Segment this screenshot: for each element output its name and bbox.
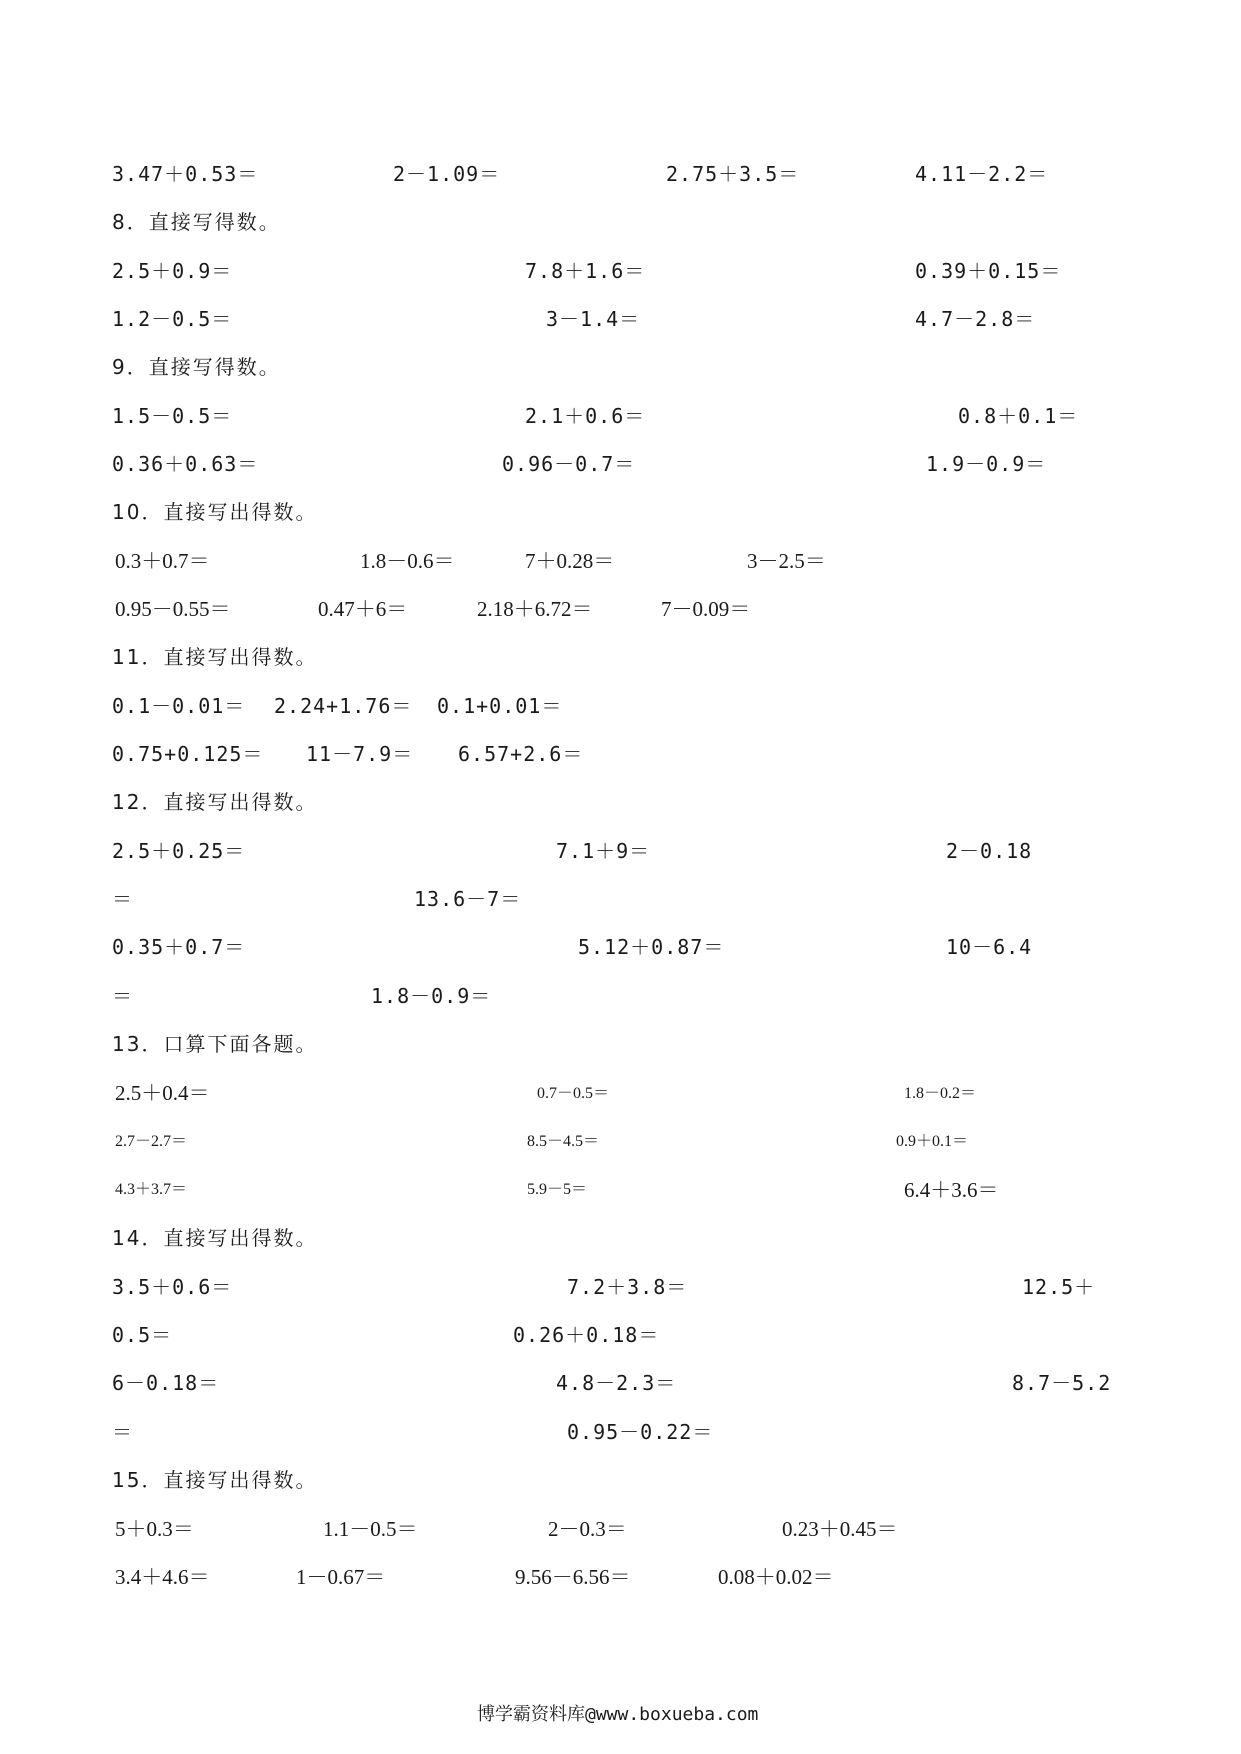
expression: 5＋0.3＝ (115, 1517, 194, 1541)
expression: 4.11－2.2＝ (915, 162, 1049, 186)
expression: 0.96－0.7＝ (502, 452, 636, 476)
expression: 2－0.3＝ (548, 1517, 627, 1541)
expression: 1.1－0.5＝ (323, 1517, 418, 1541)
footer-watermark: 博学霸资料库@www.boxueba.com (477, 1704, 759, 1725)
expression: 3－2.5＝ (747, 549, 826, 573)
question-heading: 15．直接写出得数。 (112, 1468, 318, 1492)
expression: 13.6－7＝ (414, 887, 522, 911)
expression: 1.5－0.5＝ (112, 404, 233, 428)
expression: ＝ (112, 984, 133, 1008)
expression: 0.3＋0.7＝ (115, 549, 210, 573)
expression: 3－1.4＝ (546, 307, 641, 331)
expression: 0.5＝ (112, 1323, 173, 1347)
expression: ＝ (112, 887, 133, 911)
expression: 12.5＋ (1022, 1275, 1096, 1299)
question-heading: 11．直接写出得数。 (112, 645, 318, 669)
expression: 0.1+0.01＝ (437, 694, 563, 718)
question-heading: 13．口算下面各题。 (112, 1032, 318, 1056)
expression: 2.5＋0.4＝ (115, 1081, 210, 1105)
expression: 0.47＋6＝ (318, 597, 408, 621)
expression: 0.36＋0.63＝ (112, 452, 259, 476)
expression: 2.5＋0.25＝ (112, 839, 246, 863)
expression: 1－0.67＝ (296, 1565, 386, 1589)
expression: 7.2＋3.8＝ (567, 1275, 688, 1299)
question-heading: 10．直接写出得数。 (112, 500, 318, 524)
expression: 2.24+1.76＝ (274, 694, 413, 718)
expression: 0.08＋0.02＝ (718, 1565, 834, 1589)
expression: 7＋0.28＝ (525, 549, 615, 573)
expression: 0.75+0.125＝ (112, 742, 264, 766)
expression: 1.8－0.6＝ (360, 549, 455, 573)
expression: 2.7－2.7＝ (115, 1133, 188, 1150)
question-heading: 14．直接写出得数。 (112, 1226, 318, 1250)
expression: 0.7－0.5＝ (537, 1085, 610, 1102)
expression: 9.56－6.56＝ (515, 1565, 631, 1589)
expression: 2－1.09＝ (393, 162, 501, 186)
expression: 5.9－5＝ (527, 1181, 588, 1198)
expression: 6.4＋3.6＝ (904, 1178, 999, 1202)
expression: 0.95－0.22＝ (567, 1420, 714, 1444)
expression: 0.23＋0.45＝ (782, 1517, 898, 1541)
expression: 2.18＋6.72＝ (477, 597, 593, 621)
expression: 10－6.4 (946, 935, 1033, 959)
expression: 0.1－0.01＝ (112, 694, 246, 718)
expression: 1.8－0.9＝ (371, 984, 492, 1008)
expression: 7－0.09＝ (661, 597, 751, 621)
expression: 4.3＋3.7＝ (115, 1181, 188, 1198)
expression: 7.8＋1.6＝ (525, 259, 646, 283)
expression: 0.8＋0.1＝ (958, 404, 1079, 428)
expression: 1.2－0.5＝ (112, 307, 233, 331)
question-heading: 8．直接写得数。 (112, 210, 281, 234)
question-heading: 9．直接写得数。 (112, 355, 281, 379)
expression: 2.5＋0.9＝ (112, 259, 233, 283)
expression: 3.4＋4.6＝ (115, 1565, 210, 1589)
expression: 0.26＋0.18＝ (513, 1323, 660, 1347)
expression: 4.8－2.3＝ (556, 1371, 677, 1395)
expression: 3.5＋0.6＝ (112, 1275, 233, 1299)
expression: 1.8－0.2＝ (904, 1085, 977, 1102)
expression: 8.7－5.2 (1012, 1371, 1112, 1395)
expression: 11－7.9＝ (306, 742, 414, 766)
expression: 7.1＋9＝ (556, 839, 651, 863)
expression: 0.35＋0.7＝ (112, 935, 246, 959)
expression: ＝ (112, 1420, 133, 1444)
expression: 0.95－0.55＝ (115, 597, 231, 621)
question-heading: 12．直接写出得数。 (112, 790, 318, 814)
expression: 0.39＋0.15＝ (915, 259, 1062, 283)
expression: 6.57+2.6＝ (458, 742, 584, 766)
expression: 1.9－0.9＝ (926, 452, 1047, 476)
expression: 2－0.18 (946, 839, 1033, 863)
expression: 0.9＋0.1＝ (896, 1133, 969, 1150)
expression: 2.75＋3.5＝ (666, 162, 800, 186)
expression: 3.47＋0.53＝ (112, 162, 259, 186)
expression: 8.5－4.5＝ (527, 1133, 600, 1150)
expression: 4.7－2.8＝ (915, 307, 1036, 331)
expression: 6－0.18＝ (112, 1371, 220, 1395)
expression: 5.12＋0.87＝ (578, 935, 725, 959)
expression: 2.1＋0.6＝ (525, 404, 646, 428)
